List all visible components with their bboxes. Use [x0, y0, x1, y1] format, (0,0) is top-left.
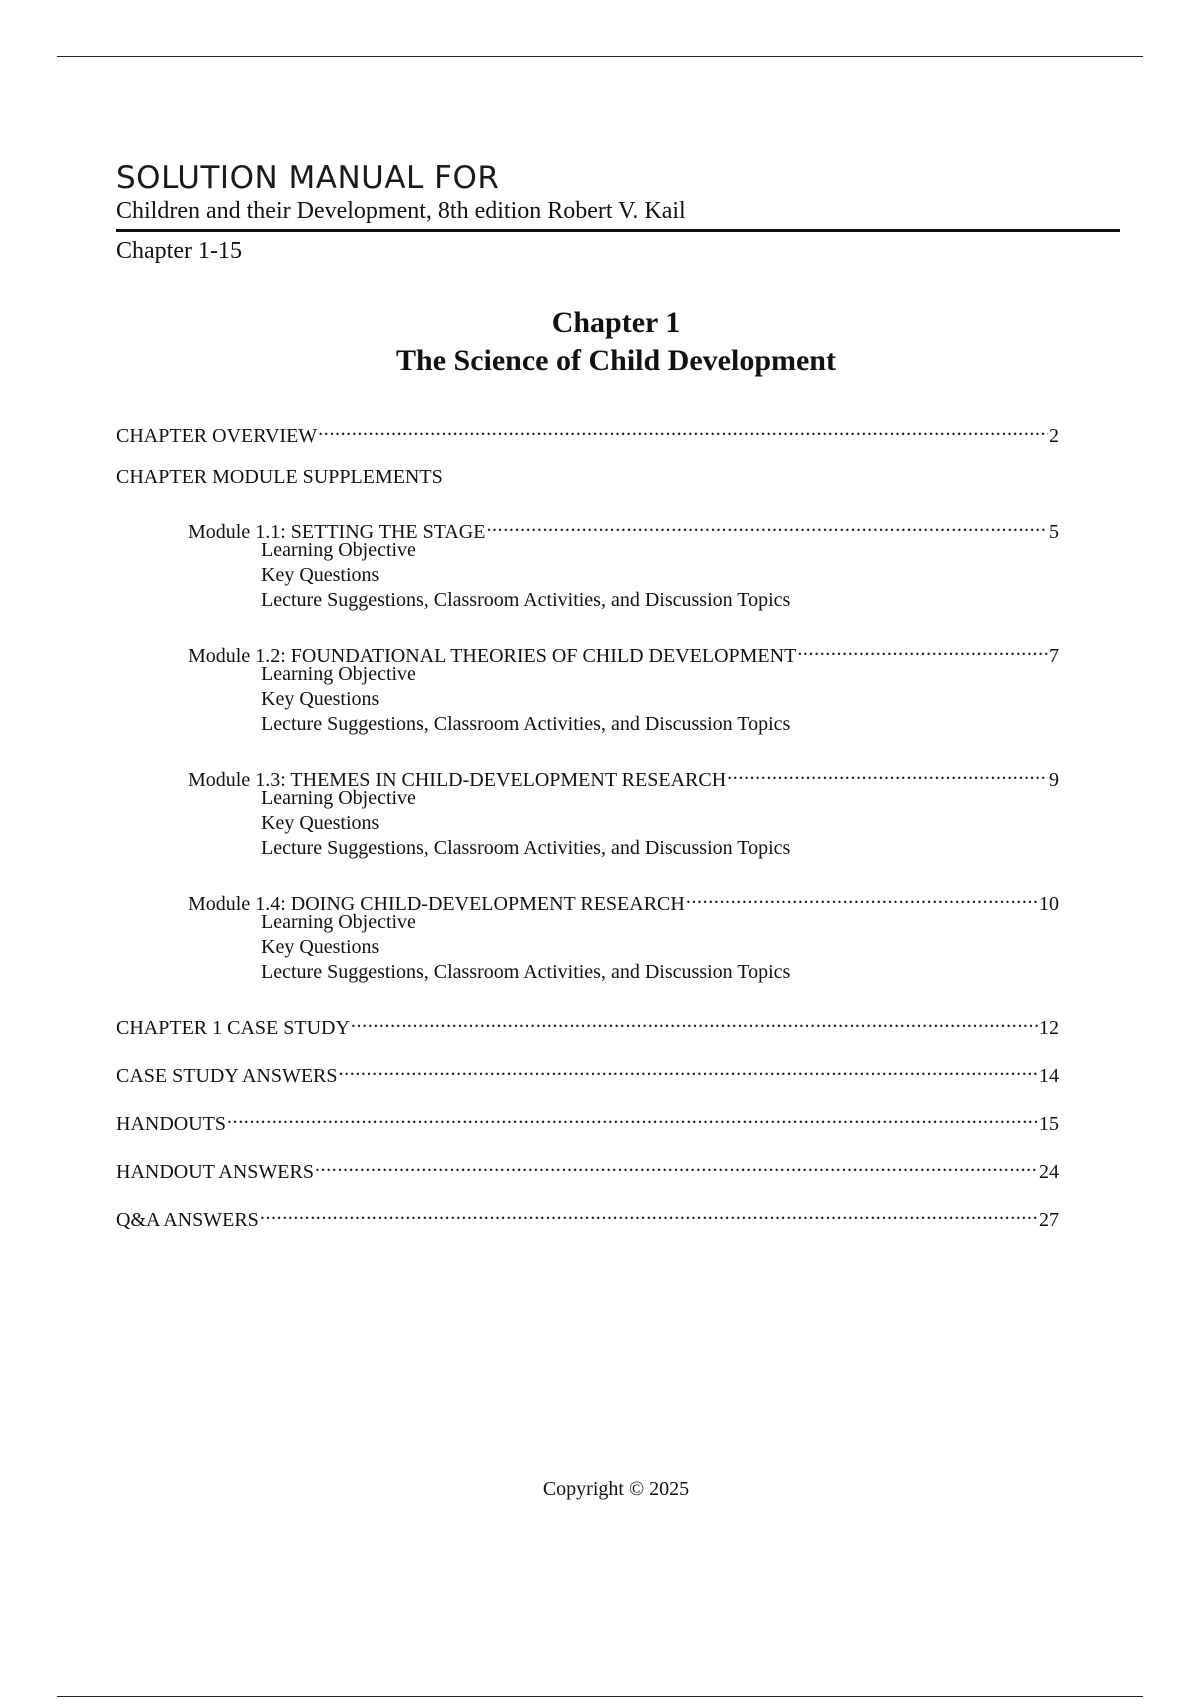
table-of-contents — [116, 416, 1059, 1231]
toc-page-number: 10 — [1039, 893, 1059, 915]
toc-page-number: 7 — [1049, 645, 1059, 667]
toc-subitem: Learning Objective — [261, 663, 416, 685]
book-title-line: Children and their Development, 8th edition Robert V. Kail — [116, 196, 1120, 232]
toc-subitem: Lecture Suggestions, Classroom Activities, and Discussion Topics — [261, 961, 791, 983]
toc-entry-label: CASE STUDY ANSWERS — [116, 1065, 338, 1087]
toc-subitem: Key Questions — [261, 812, 380, 834]
copyright-notice: Copyright © 2025 — [542, 1478, 690, 1500]
toc-entry-case-study-answers[interactable] — [116, 1056, 1059, 1087]
toc-entry-overview[interactable] — [116, 416, 1059, 447]
toc-module-1-4[interactable] — [188, 884, 1059, 915]
toc-entry-qa-answers[interactable] — [116, 1200, 1059, 1231]
toc-subitem: Learning Objective — [261, 539, 416, 561]
toc-entry-handout-answers[interactable] — [116, 1152, 1059, 1183]
toc-subitem: Lecture Suggestions, Classroom Activities, and Discussion Topics — [261, 837, 791, 859]
toc-entry-label: CHAPTER 1 CASE STUDY — [116, 1017, 350, 1039]
toc-entry-handouts[interactable] — [116, 1104, 1059, 1135]
document-header — [116, 160, 1120, 266]
toc-page-number: 14 — [1039, 1065, 1059, 1087]
dot-leader — [797, 636, 1048, 662]
dot-leader — [227, 1104, 1038, 1130]
toc-module-label: Module 1.3: THEMES IN CHILD-DEVELOPMENT RESEARCH — [188, 769, 727, 791]
toc-subitem: Learning Objective — [261, 787, 416, 809]
toc-subitem: Learning Objective — [261, 911, 416, 933]
toc-page-number: 24 — [1039, 1161, 1059, 1183]
chapter-range: Chapter 1-15 — [116, 238, 242, 264]
chapter-title: The Science of Child Development — [396, 344, 836, 377]
manual-title: SOLUTION MANUAL FOR — [116, 160, 500, 196]
dot-leader — [727, 760, 1048, 786]
toc-module-1-3[interactable] — [188, 760, 1059, 791]
toc-entry-case-study[interactable] — [116, 1008, 1059, 1039]
toc-page-number: 27 — [1039, 1209, 1059, 1231]
chapter-number: Chapter 1 — [551, 306, 681, 339]
toc-module-label: Module 1.2: FOUNDATIONAL THEORIES OF CHILD DEVELOPMENT — [188, 645, 797, 667]
toc-entry-label: HANDOUT ANSWERS — [116, 1161, 314, 1183]
dot-leader — [686, 884, 1038, 910]
toc-entry-label: CHAPTER OVERVIEW — [116, 425, 318, 447]
toc-page-number: 9 — [1049, 769, 1059, 791]
toc-subitem: Key Questions — [261, 564, 380, 586]
toc-subitem: Key Questions — [261, 688, 380, 710]
toc-module-label: Module 1.1: SETTING THE STAGE — [188, 521, 486, 543]
dot-leader — [351, 1008, 1038, 1034]
toc-subitem: Lecture Suggestions, Classroom Activities, and Discussion Topics — [261, 589, 791, 611]
top-rule — [57, 56, 1143, 57]
dot-leader — [260, 1200, 1038, 1226]
toc-subitem: Lecture Suggestions, Classroom Activities, and Discussion Topics — [261, 713, 791, 735]
dot-leader — [486, 512, 1048, 538]
toc-page-number: 15 — [1039, 1113, 1059, 1135]
toc-entry-label: HANDOUTS — [116, 1113, 226, 1135]
bottom-rule — [57, 1696, 1143, 1697]
chapter-heading — [0, 304, 1200, 380]
toc-page-number: 12 — [1039, 1017, 1059, 1039]
toc-module-1-1[interactable] — [188, 512, 1059, 543]
dot-leader — [339, 1056, 1038, 1082]
toc-subitem: Key Questions — [261, 936, 380, 958]
toc-page-number: 2 — [1049, 425, 1059, 447]
dot-leader — [318, 416, 1048, 442]
toc-module-label: Module 1.4: DOING CHILD-DEVELOPMENT RESEARCH — [188, 893, 685, 915]
dot-leader — [315, 1152, 1038, 1178]
toc-entry-label: Q&A ANSWERS — [116, 1209, 259, 1231]
toc-supplements-heading: CHAPTER MODULE SUPPLEMENTS — [116, 466, 443, 488]
toc-page-number: 5 — [1049, 521, 1059, 543]
toc-module-1-2[interactable] — [188, 636, 1059, 667]
